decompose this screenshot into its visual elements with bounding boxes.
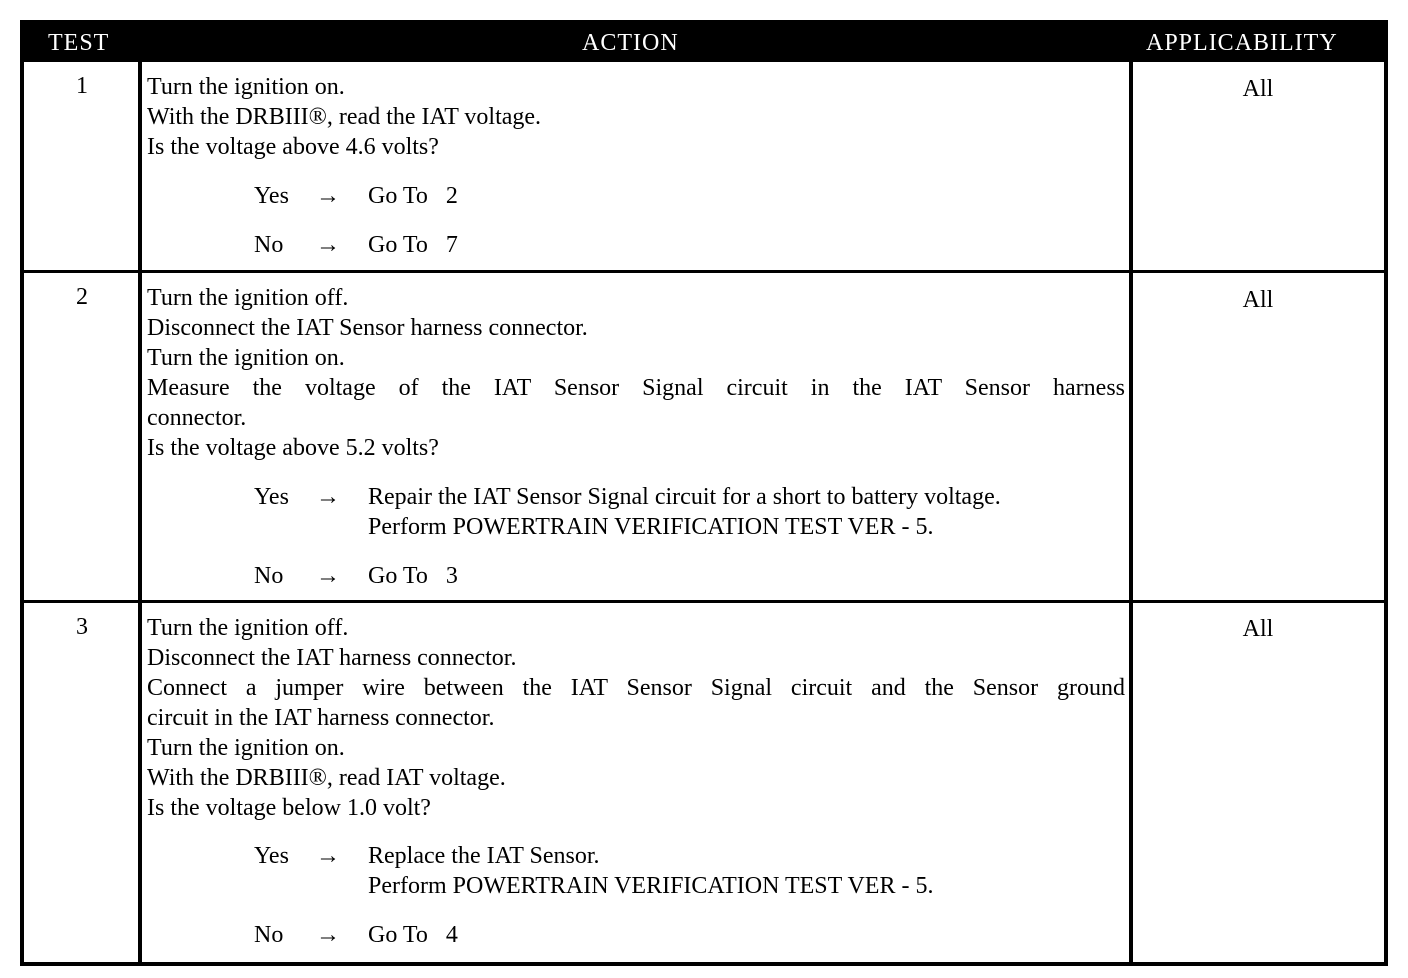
yes-result: Perform POWERTRAIN VERIFICATION TEST VER - 5. (368, 873, 934, 899)
step-text: Is the voltage below 1.0 volt? (147, 795, 431, 821)
yes-result: Repair the IAT Sensor Signal circuit for a short to battery voltage. (368, 484, 1001, 510)
header-test: TEST (48, 30, 110, 56)
row-divider (24, 270, 1384, 273)
row-divider (24, 600, 1384, 603)
arrow-icon: → (316, 843, 340, 869)
yes-result: Go To 2 (368, 183, 458, 209)
yes-result: Perform POWERTRAIN VERIFICATION TEST VER - 5. (368, 514, 934, 540)
yes-label: Yes (254, 484, 289, 510)
action-steps (147, 613, 1125, 823)
no-result: Go To 7 (368, 232, 458, 258)
no-label: No (254, 563, 284, 589)
applicability-value: All (1242, 287, 1274, 313)
no-result: Go To 3 (368, 563, 458, 589)
yes-label: Yes (254, 843, 289, 869)
step-text: circuit in the IAT harness connector. (147, 705, 495, 731)
header-action: ACTION (582, 30, 679, 56)
arrow-icon: → (316, 484, 340, 510)
no-label: No (254, 922, 284, 948)
step-text: Disconnect the IAT harness connector. (147, 645, 517, 671)
diagnostic-table (20, 20, 1388, 966)
step-text: Disconnect the IAT Sensor harness connector. (147, 315, 588, 341)
yes-label: Yes (254, 183, 289, 209)
arrow-icon: → (316, 232, 340, 258)
step-text: With the DRBIII®, read the IAT voltage. (147, 104, 542, 130)
column-divider (138, 62, 142, 966)
step-text: Turn the ignition on. (147, 345, 345, 371)
test-number: 2 (76, 284, 88, 310)
step-text: Turn the ignition off. (147, 285, 349, 311)
step-text: Connect a jumper wire between the IAT Sensor Signal circuit and the Sensor ground (147, 675, 1125, 701)
applicability-value: All (1242, 76, 1274, 102)
arrow-icon: → (316, 183, 340, 209)
step-text: With the DRBIII®, read IAT voltage. (147, 765, 506, 791)
column-divider (1129, 62, 1133, 966)
header-applicability: APPLICABILITY (1146, 30, 1338, 56)
arrow-icon: → (316, 922, 340, 948)
step-text: Is the voltage above 4.6 volts? (147, 134, 439, 160)
step-text: Turn the ignition off. (147, 615, 349, 641)
step-text: Turn the ignition on. (147, 735, 345, 761)
test-number: 1 (76, 73, 88, 99)
yes-result: Replace the IAT Sensor. (368, 843, 600, 869)
arrow-icon: → (316, 563, 340, 589)
action-steps (147, 283, 1125, 463)
no-result: Go To 4 (368, 922, 458, 948)
test-number: 3 (76, 614, 88, 640)
table-header (24, 24, 1384, 62)
step-text: Measure the voltage of the IAT Sensor Signal circuit in the IAT Sensor harness (147, 375, 1125, 401)
action-steps (147, 72, 1125, 162)
step-text: connector. (147, 405, 247, 431)
no-label: No (254, 232, 284, 258)
applicability-value: All (1242, 616, 1274, 642)
step-text: Turn the ignition on. (147, 74, 345, 100)
step-text: Is the voltage above 5.2 volts? (147, 435, 439, 461)
